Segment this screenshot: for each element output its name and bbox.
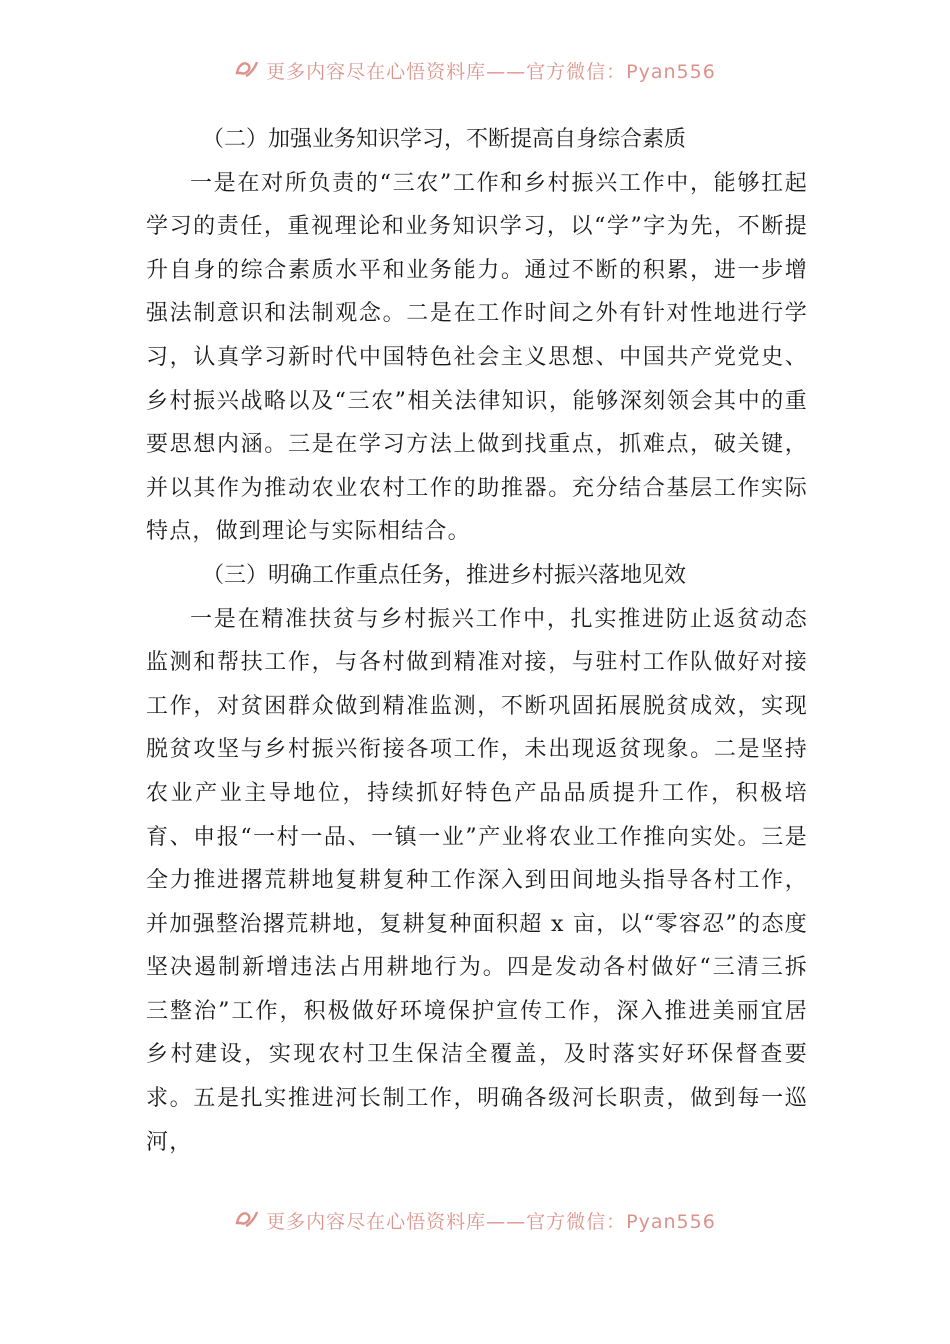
watermark-bottom <box>0 1208 950 1234</box>
section-paragraph: 一是在精准扶贫与乡村振兴工作中，扎实推进防止返贫动态监测和帮扶工作，与各村做到精准对接，与驻村工作队做好对接工作，对贫困群众做到精准监测，不断巩固拓展脱贫成效，实现脱贫攻坚与乡村振兴衔接各项工作，未出现返贫现象。二是坚持农业产业主导地位，持续抓好特色产品品质提升工作，积极培育、申报“一村一品、一镇一业”产业将农业工作推向实处。三是全力推进撂荒耕地复耕复种工作深入到田间地头指导各村工作，并加强整治撂荒耕地，复耕复种面积超 x 亩，以“零容忍”的态度坚决遏制新增违法占用耕地行为。四是发动各村做好“三清三拆三整治”工作，积极做好环境保护宣传工作，深入推进美丽宜居乡村建设，实现农村卫生保洁全覆盖，及时落实好环保督查要求。五是扎实推进河长制工作，明确各级河长职责，做到每一巡河， <box>146 606 808 1155</box>
document-body <box>146 118 808 1164</box>
watermark-text: 更多内容尽在心悟资料库——官方微信：Pyan556 <box>266 61 716 83</box>
watermark-logo-icon <box>234 1208 260 1234</box>
section-heading: （三）明确工作重点任务，推进乡村振兴落地见效 <box>202 562 687 588</box>
watermark-text: 更多内容尽在心悟资料库——官方微信：Pyan556 <box>266 1211 716 1233</box>
watermark-logo-icon <box>234 58 260 84</box>
section-paragraph: 一是在对所负责的“三农”工作和乡村振兴工作中，能够扛起学习的责任，重视理论和业务知识学习，以“学”字为先，不断提升自身的综合素质水平和业务能力。通过不断的积累，进一步增强法制意识和法制观念。二是在工作时间之外有针对性地进行学习，认真学习新时代中国特色社会主义思想、中国共产党党史、乡村振兴战略以及“三农”相关法律知识，能够深刻领会其中的重要思想内涵。三是在学习方法上做到找重点，抓难点，破关键，并以其作为推动农业农村工作的助推器。充分结合基层工作实际特点，做到理论与实际相结合。 <box>146 170 808 545</box>
section-heading: （二）加强业务知识学习，不断提高自身综合素质 <box>202 127 687 152</box>
watermark-top <box>0 58 950 84</box>
